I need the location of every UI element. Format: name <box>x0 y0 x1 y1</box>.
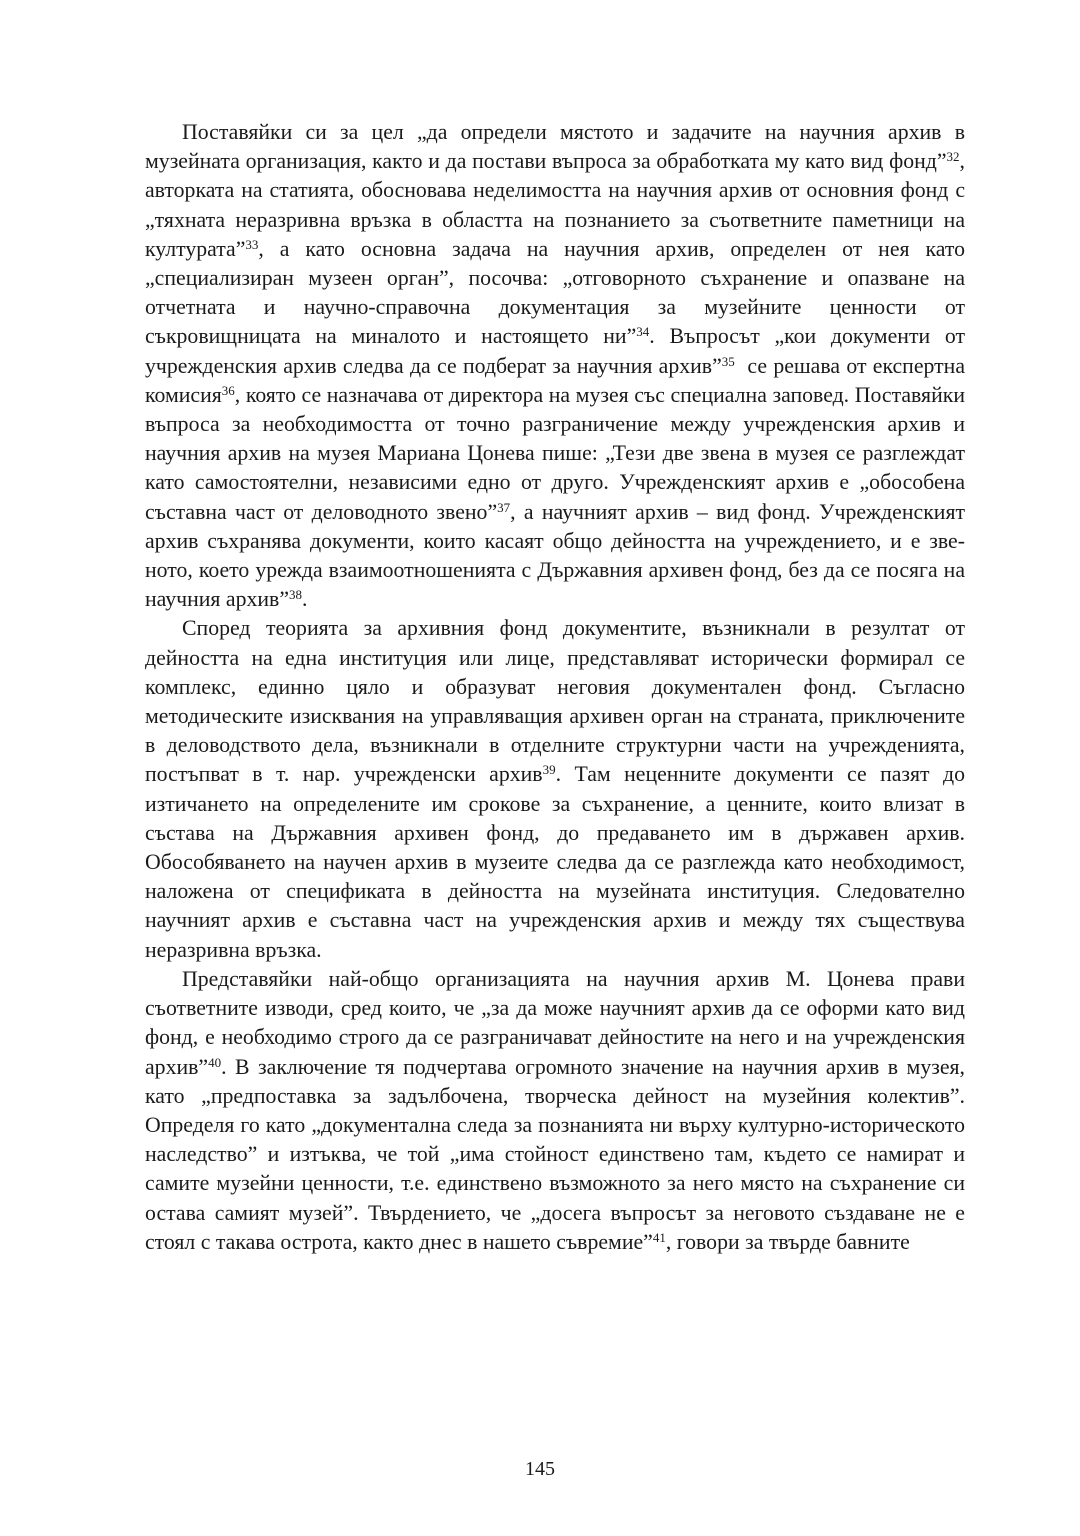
text-run: , а научният архив – вид фонд. Учрежденският архив съхранява документи, които касаят общо дейността на учреждението, и е звеното, което урежда взаимоотношенията с Държавния архивен фонд, без да се посяга на научния архив” <box>145 499 965 612</box>
footnote-ref-33: 33 <box>245 236 259 252</box>
text-run: , а като основна задача на научния архив, определен от нея като „специализиран музеен орган”, посочва: „отговорното съхранение и опазване на отчетната и научно-справочна документация за музейните ценности от съкровищницата на миналото и настоящето ни” <box>145 236 965 349</box>
page-number: 145 <box>525 1458 555 1480</box>
text-run: , авторката на статията, обосновава неделимостта на научния архив от основния фонд с „тяхната неразривна връзка в областта на познанието за съответните паметници на културата” <box>145 149 965 261</box>
footnote-ref-36: 36 <box>221 382 235 398</box>
footnote-ref-32: 32 <box>946 149 960 165</box>
footnote-ref-34: 34 <box>636 324 650 340</box>
text-run: . Въпросът „кои документи от учрежденския архив следва да се подберат за научния архив” <box>145 324 965 378</box>
text-run: . В заключение тя подчертава огромното значение на научния архив в музея, като „предпоставка за задълбочена, творческа дейност на музейния колектив”. Определя го като „документална следа за познанията ни върху културно-историческото наследство” и изтъква, че той „има стойност единствено там, където се намират и самите музейни ценности, т.е. единствено възможното за него място на съхранение си остава самият музей”. Твърдението, че „досега въпросът за неговото създаване не е стоял с такава острота, както днес в нашето съвремие” <box>145 1054 965 1254</box>
paragraph-1 <box>145 118 971 614</box>
footnote-ref-35: 35 <box>721 353 735 369</box>
text-run: Поставяйки си за цел „да определи мястото и задачите на научния архив в музейната организация, както и да постави въпроса за обработката му като вид фонд” <box>145 120 965 174</box>
text-run: . <box>302 587 308 612</box>
text-run: Представяйки най-общо организацията на научния архив М. Цонева прави съответните изводи, сред които, че „за да може научният архив да се оформи като вид фонд, е необходимо строго да се разграничават дейностите на него и на учрежденския архив” <box>145 966 965 1079</box>
text-run: , която се назначава от директора на музея със специална заповед. Поставяйки въпроса за необходимостта от точно разграничение между учрежденския архив и научния архив на музея Мариана Цонева пише: „Тези две звена в музея се разглеждат като самостоятелни, независими едно от друго. Учрежденският архив е „обособена съставна част от деловодното звено” <box>145 382 965 524</box>
footnote-ref-37: 37 <box>497 499 511 515</box>
document-page <box>145 118 971 1257</box>
footnote-ref-38: 38 <box>289 587 302 603</box>
paragraph-2 <box>145 614 965 964</box>
text-run: , говори за твърде бавните <box>665 1229 910 1254</box>
text-run: . Там неценните документи се пазят до изтичането на определените им срокове за съхранение, а ценните, които влизат в състава на Държавния архивен фонд, до предаването им в държавен архив. Обособяването на научен архив в музеите следва да се разглежда като необходимост, наложена от спецификата в дейността на музейната институция. Следователно научният архив е съставна част на учрежденския архив и между тях съществува неразривна връзка. <box>145 762 965 962</box>
paragraph-3 <box>145 965 965 1257</box>
footnote-ref-41: 41 <box>652 1229 666 1245</box>
text-run: Според теорията за архивния фонд документите, възникнали в резултат от дейността на една институция или лице, представляват исторически формирал се комплекс, единно цяло и образуват неговия документален фонд. Съгласно методическите изисквания на управляващия архивен орган на страната, приключените в деловодството дела, възникнали в отделните структурни части на учрежденията, постъпват в т. нар. учрежденски архив <box>145 616 965 787</box>
footnote-ref-39: 39 <box>542 762 556 778</box>
text-run: се решава от експертна комисия <box>145 353 971 407</box>
footnote-ref-40: 40 <box>208 1054 222 1070</box>
